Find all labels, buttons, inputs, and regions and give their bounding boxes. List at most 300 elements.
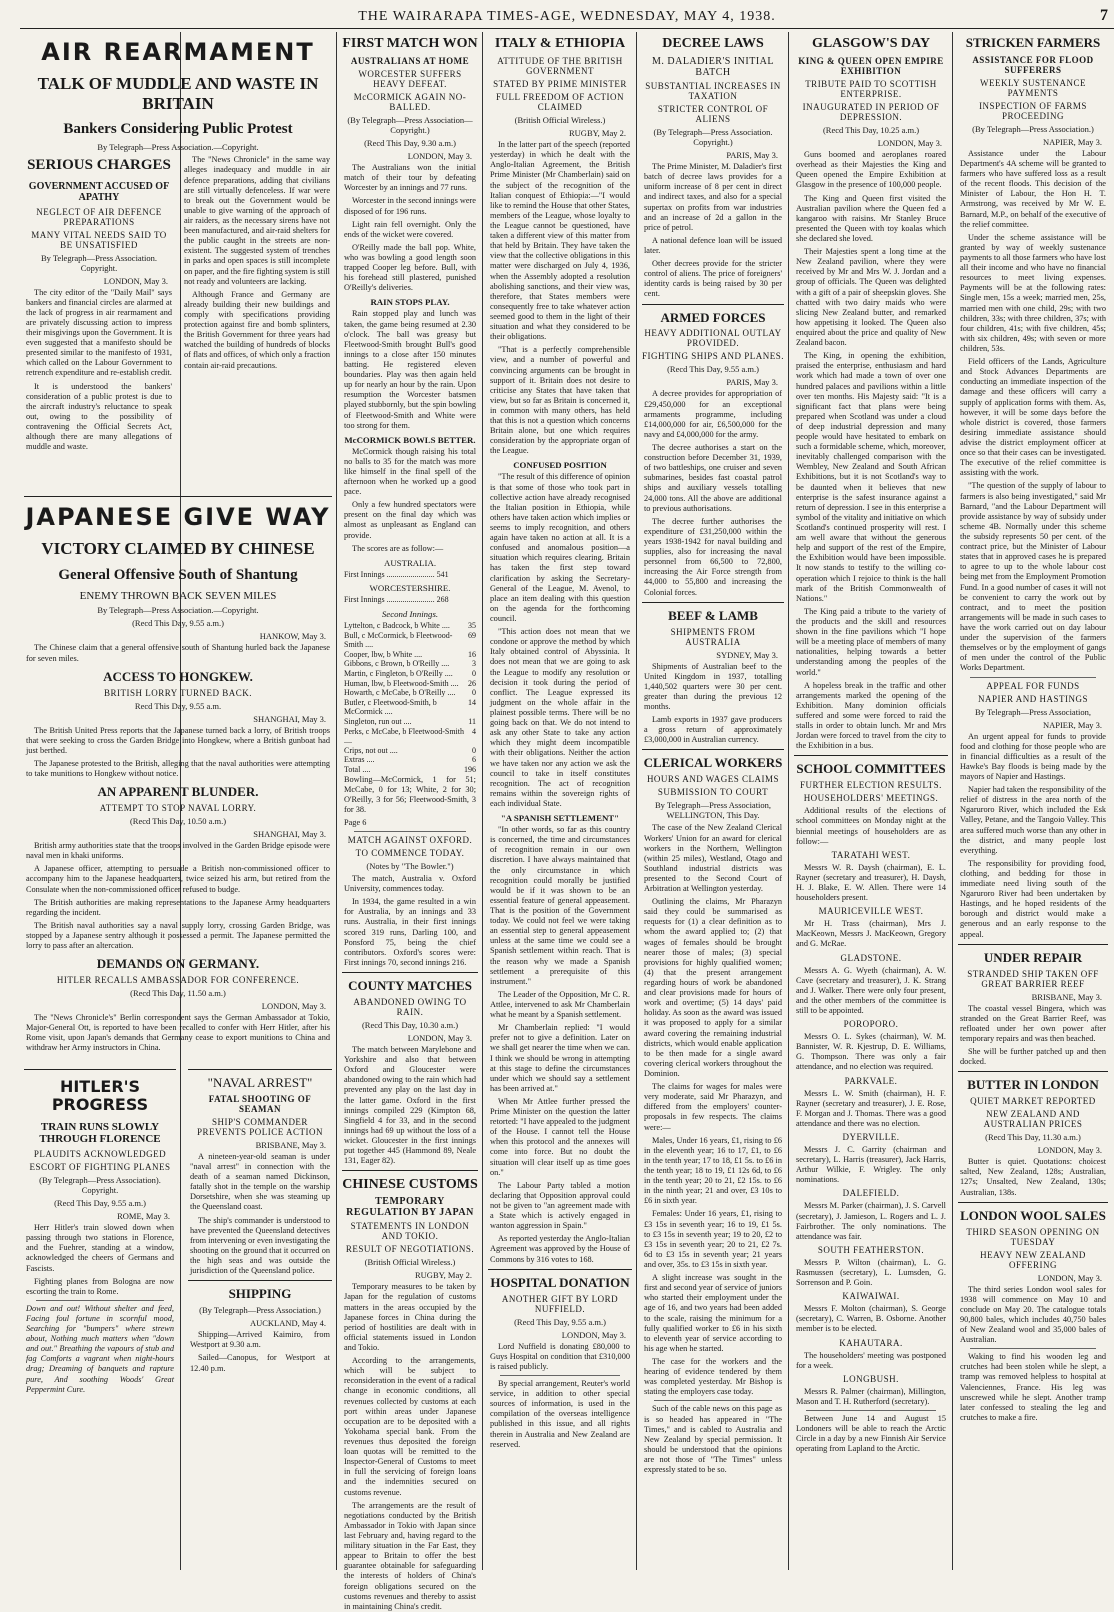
section-heading: ANOTHER GIFT BY LORD NUFFIELD. [501,1293,619,1314]
paragraph: Messrs W. R. Daysh (chairman), E. L. Rayner (secretary and treasurer), H. Daysh, H. J. Blake, E. W. Allen. There were 14 householders present. [796,862,946,903]
scorecard-row [344,746,476,756]
dateline-place: ROME, May 3. [117,1211,170,1222]
paragraph: A slight increase was sought in the first and second year of service of juniors who started their employment under the age of 16, and two years had been added to the scale, raising the minimum for a fully qualified worker to £6 in his sixth to eleventh year of service according to his age when he started. [644,1273,782,1353]
section-heading: SERIOUS CHARGES [27,157,171,174]
masthead [20,6,1114,29]
paragraph: Field officers of the Lands, Agriculture and Stock Advances Departments are conducting an immediate inspection of the damage and these officers will carry a supply of application forms with them. As, however, it will be some days before the whole district is covered, those farmers desiring immediate assistance should advise the district employment officer at once so that their cases can be investigated. The executive of the relief committee is assisting with the work. [960,357,1106,478]
dateline-place: LONDON, May 3. [103,275,168,286]
paragraph: Females: Under 16 years, £1, rising to £3 15s in seventh year; 16 to 19, £1 5s. to £3 15s in seventh year; 19 to 20, £2 to £3 15s in seventh year; 20 to 21, £2 7s. 6d to £3 15s in seventh year; 21 years and over, 35s. to £3 15s in sixth year. [644,1209,782,1269]
paragraph: By special arrangement, Reuter's world service, in addition to other special sources of information, is used in the compilation of the overseas intelligence published in this issue, and all rights therein in Australia and New Zealand are reserved. [490,1378,630,1449]
paragraph: The scores are as follow:— [352,543,444,553]
runs: 0 [472,668,476,678]
headline: GLASGOW'S DAY [811,36,931,51]
section-heading: HOURS AND WAGES CLAIMS [646,774,780,785]
headline: JAPANESE GIVE WAY [25,503,331,531]
section-heading: "A SPANISH SETTLEMENT" [500,813,620,824]
paragraph: Butter is quiet. Quotations: choicest salted, New Zealand, 128s; Australian, 127s; Unsalted, New Zealand, 130s; Australian, 138s. [960,1157,1106,1197]
paragraph: The coastal vessel Bingera, which was stranded on the Great Barrier Reef, was refloated under her own power after temporary repairs and was then beached. [960,1003,1106,1043]
article-italy-ethiopia [484,32,636,1570]
article-japanese-give-way [20,492,336,1062]
headline: "NAVAL ARREST" [207,1075,313,1090]
paragraph: The Labour Party tabled a motion declaring that Opposition approval could not be given to "an agreement made with a State which is actively engaged in wanton aggression in Spain." [490,1180,630,1231]
headline: FIRST MATCH WON [342,36,478,51]
section-heading: ARMED FORCES [660,309,766,325]
paragraph: Worcester in the second innings were disposed of for 196 runs. [344,196,476,216]
section-heading: ACCESS TO HONGKEW. [103,668,253,684]
section-heading: DEMANDS ON GERMANY. [96,956,260,972]
column-rule [952,32,953,1570]
received-time: (Recd This Day, 9.55 a.m.) [132,618,224,629]
divider [642,304,784,305]
team-heading: WORCESTERSHIRE. [369,583,451,594]
headline: HITLER'S PROGRESS [51,1077,149,1115]
section-heading: UNDER REPAIR [983,949,1083,965]
batsman: Cooper, lbw, b White .... [344,649,423,659]
section-heading: COUNTY MATCHES [348,978,472,994]
paragraph: The Prime Minister, M. Daladier's first batch of decree laws provides for a uniform increase of 8 per cent in direct and indirect taxes, and also for a special supertax on profits from war industries and an increase of 2d a gallon in the price of petrol. [644,162,782,232]
paragraph: A national defence loan will be issued later. [644,235,782,255]
subheadline: FULL FREEDOM OF ACTION CLAIMED [496,92,624,113]
section-heading: BRITISH LORRY TURNED BACK. [103,687,252,698]
dateline-place: LONDON, May 3. [407,1032,472,1043]
paragraph: In 1934, the game resulted in a win for Australia, by an innings and 33 runs. Australia, in their first innings scored 319 runs, Darling 100, and Ponsford 75, being the chief contributors. Oxford's scores were: First innings 70, second innings 216. [344,897,476,967]
dateline-place: BRISBANE, May 3. [1031,991,1102,1002]
divider [500,1375,620,1376]
subheadline: ESCORT OF FIGHTING PLANES [29,1162,171,1173]
section-heading: HEAVY NEW ZEALAND OFFERING [980,1249,1086,1270]
subheadline: FATAL SHOOTING OF SEAMAN [208,1093,312,1114]
section-heading: GOVERNMENT ACCUSED OF APATHY [28,180,170,204]
headline: ITALY & ETHIOPIA [494,36,626,51]
subheadline: INSPECTION OF FARMS PROCEEDING [979,100,1087,121]
section-heading: NAPIER AND HASTINGS [977,693,1088,704]
two-column-body [24,155,332,455]
headline: DECREE LAWS [662,36,764,51]
received-time: (Recd This Day, 10.50 a.m.) [129,816,227,827]
batsman: Gibbons, c Brown, b O'Reilly .... [344,659,450,669]
paragraph: Under the scheme assistance will be granted by way of weekly sustenance payments to all those farmers who have lost all their income and who have no financial resources to meet living expenses. Payments will be at the following rates: Single men, 15s a week; married men, 25s, married men with one child, 29s; with two children, 33s; with three children, 37s; with four children, 41s; with five children, 45s; with six children, 49s; with seven or more children, 53s. [960,232,1106,354]
subheadline: General Offensive South of Shantung [58,566,298,583]
divider [958,944,1108,945]
paragraph: British army authorities state that the troops involved in the Garden Bridge episode were naval men in khaki uniforms. [26,841,330,861]
dateline-place: RUGBY, May 2. [415,1270,472,1281]
paragraph: Waking to find his wooden leg and crutches had been stolen while he slept, a tramp was removed helpless to hospital at Valenciennes, France. His leg was unscrewed while he slept. Another tramp later confessed to stealing the leg and crutches to make a fire. [960,1352,1106,1422]
paragraph: The King paid a tribute to the variety of the products and the skill and resources shown in the fine pavilions which "I hope will be a meeting place of members of many nationalities, helping towards a better understanding among the peoples of the world." [796,606,946,677]
paragraph: Their Majesties spent a long time at the New Zealand pavilion, where they were received by Mr and Mrs W. J. Jordan and a group of officials. The Queen was delighted with a gift of a pair of sheepskin gloves. She chatted with two dairy maids who were slicing New Zealand butter, and remarked how appetising it looked. The Queen also enquired about the price and quality of New Zealand bacon. [796,247,946,348]
article-naval-arrest [184,1065,336,1570]
paragraph: As reported yesterday the Anglo-Italian Agreement was approved by the House of Commons by 316 votes to 168. [490,1234,630,1264]
paragraph: Only a few hundred spectators were present on the final day which was almost as unpleasant as England can provide. [344,500,476,540]
subheadline: McCORMICK AGAIN NO-BALLED. [353,92,467,113]
subheadline: TEMPORARY REGULATION BY JAPAN [346,1196,474,1219]
paragraph: A hopeless break in the traffic and other arrangements marked the opening of the Exhibition. Many dominion officials suffered and some were forced to raid the stalls in order to obtain lunch. Mr and Mrs Jordan were forced to travel from the city to the Exhibition in a bus. [796,680,946,751]
dateline-place: RUGBY, May 2. [569,128,626,139]
subheadline: TALK OF MUDDLE AND WASTE IN BRITAIN [37,74,319,113]
runs: 0 [472,688,476,698]
subheadline: STATED BY PRIME MINISTER [493,79,627,90]
divider [342,1170,478,1171]
dateline-place: PARIS, May 3. [726,377,778,388]
paragraph: The third series London wool sales for 1938 will commence on May 10 and conclude on May 20. The catalogue totals 90,800 bales, which includes 40,750 bales of New Zealand wool and 35,000 bales of Australian. [960,1284,1106,1345]
paragraph: "That is a perfectly comprehensible view, and a number of powerful and convincing arguments can be brought in support of it. Britain does not desire to criticise any States that have taken that view, but so far as Britain is concerned it, in common with many others, has held that this is not a question which concerns Britain alone, but one which requires consideration by the appropriate organ of the League. [490,345,630,456]
district-heading: LONGBUSH. [843,1373,899,1384]
paragraph: The case for the workers and the hearing of evidence tendered by them was completed yesterday. Mr Bishop is stating the employers case today. [644,1356,782,1397]
column-rule [482,32,483,1570]
runs: 26 [468,678,476,688]
paragraph: In the latter part of the speech (reported yesterday) in which he dealt with the Anglo-Italian Agreement, the British Prime Minister (Mr Chamberlain) said on the subject of the recognition of the Italian conquest of Ethiopia:—"I would like to remind the House that other States, members of the League, whose loyalty to the League cannot be questioned, have taken a different view of this matter from that held by Britain. They have taken the view that the collective obligations in this matter were discharged on July 4, 1936, when the Assembly adopted a resolution abolishing sanctions, and their view was, therefore, that States members were consequently free to take whatever action seemed good to them in the light of their situation and what they considered to be their obligations. [490,140,630,342]
dateline-place: LONDON, May 3. [561,1329,626,1340]
paragraph: Light rain fell overnight. Only the ends of the wicket were covered. [344,219,476,239]
paragraph: Between June 14 and August 15 Londoners will be able to reach the Arctic Circle in a day by a new Finnish Air Service operating from Lapland to the Arctic. [796,1413,946,1454]
paragraph: The Japanese protested to the British, alleging that the naval authorities were attempting to take munitions to Hongkew without notice. [26,758,330,779]
paragraph: The case of the New Zealand Clerical Workers' Union for an award for clerical workers in the Northern, Wellington (within 25 miles), Westland, Otago and Southland industrial districts was presented to the Second Court of Arbitration at Wellington yesterday. [644,823,782,894]
paragraph: Messrs L. W. Smith (chairman), H. F. Rayner (secretary and treasurer), J. E. Rose, F. Morgan and J. Thomas. There was a good attendance and there was no election. [796,1088,946,1128]
paragraph: Lamb exports in 1937 gave producers a gross return of approximately £3,000,000 in Australian currency. [644,715,782,745]
section-heading: ABANDONED OWING TO RAIN. [353,996,467,1017]
headline: AIR REARMAMENT [41,38,315,66]
scorecard-row [344,631,476,650]
dateline-place: SHANGHAI, May 3. [253,829,326,840]
batsman: Total .... [344,764,371,774]
byline: By Telegraph—Press Association.—Copyright. [97,605,259,616]
paragraph: The arrangements are the result of negotiations conducted by the British Ambassador in Tokio with Japan since last February and, having regard to the military situation in the Far East, they appear to Britain to offer the best guarantee obtainable for safeguarding the interests of holders of China's foreign obligations secured on the customs revenues and thereby to assist in maintaining China's credit. [344,1500,476,1611]
subheadline: WORCESTER SUFFERS HEAVY DEFEAT. [358,69,462,90]
subheadline: STATEMENTS IN LONDON AND TOKIO. [350,1221,470,1242]
section-heading: SHIPPING [228,1286,292,1302]
dateline-place: BRISBANE, May 3. [255,1139,326,1150]
article-stricken-farmers [954,32,1112,1570]
byline: By Telegraph—Press Association.—Copyright. [97,142,259,153]
headline: STRICKEN FARMERS [965,35,1101,50]
byline: (By Telegraph—Press Association.) [972,123,1094,134]
dateline-place: LONDON, May 3. [1037,1272,1102,1283]
paragraph: Messrs J. C. Garrity (chairman and secretary), L. Harris (treasurer), Jack Harris, Arthur Wilkie, F. Wrigley. The only nominations. [796,1145,946,1185]
paragraph: Shipping—Arrived Kaimiro, from Westport at 9.30 a.m. [190,1330,330,1350]
paragraph: The city editor of the "Daily Mail" says bankers and financial circles are alarmed at the lack of progress in air rearmament and are privately discussing action to impress their misgivings upon the Government. It is even suggested that a manifesto should be presented similar to the manifesto of 1931, which called on the Labour Government to retrench expenditure and re-establish credit. [26,287,172,378]
byline: By Telegraph—Press Association. Copyright. [40,252,158,273]
divider [654,1400,772,1401]
paragraph: Napier had taken the responsibility of the relief of distress in the area north of the Ngaruroro River, which included the Esk Valley, Petane, and the Tangoio Valley. This area suffered much worse than any other in the district, and many people lost everything. [960,785,1106,855]
divider [488,1269,632,1270]
paragraph: She will be further patched up and then docked. [960,1047,1106,1067]
score-line: First Innings ........................ 541 [344,569,449,579]
paragraph: The householders' meeting was postponed for a week. [796,1350,946,1370]
section-heading: BUTTER IN LONDON [967,1077,1099,1093]
paragraph: Temporary measures to be taken by Japan for the regulation of customs matters in the areas occupied by the Japanese forces in China during the period of hostilities are dealt with in official statements issued in London and Tokio. [344,1282,476,1353]
paragraph: An urgent appeal for funds to provide food and clothing for those people who are in financial difficulties as a result of the Hawke's Bay floods is being made by the mayors of Napier and Hastings. [960,731,1106,781]
batsman: Lyttelton, c Badcock, b White .... [344,621,450,630]
subheadline: AUSTRALIANS AT HOME [350,56,470,67]
article-glasgows-day [790,32,952,1570]
subheadline: ASSISTANCE FOR FLOOD SUFFERERS [972,54,1094,75]
runs: 14 [468,697,476,707]
dateline-place: LONDON, May 3. [1037,1145,1102,1156]
subheadline: ENEMY THROWN BACK SEVEN MILES [79,589,277,602]
section-heading: HEAVY ADDITIONAL OUTLAY PROVIDED. [644,328,782,349]
paragraph: The "News Chronicle" in the same way alleges inadequacy and muddle in air defence preparations, adding that civilians are still virtually defenceless. If war were to break out the Government would be unable to give warning of the approach of air raiders, as the necessary sirens have not been manufactured, and air-raid shelters for the public caught in the streets are non-existent. The suggested system of trenches in parks and open spaces is still incomplete on paper, and the fire fighting system is still not ready and volunteers are lacking. [184,155,330,286]
district-heading: KAHAUTARA. [839,1337,903,1348]
paragraph: The British authorities are making representations to the Japanese Army headquarters regarding the incident. [26,897,330,917]
column-rule [788,32,789,1570]
column-rule [636,32,637,1570]
district-heading: DYERVILLE. [842,1132,900,1142]
byline: By Telegraph—Press Association, WELLINGTON, This Day. [654,800,772,821]
district-heading: TARATAHI WEST. [831,849,911,860]
subheadline: SUBSTANTIAL INCREASES IN TAXATION [645,81,781,102]
divider [342,972,478,973]
section-heading: LONDON WOOL SALES [960,1207,1106,1223]
divider [958,1202,1108,1203]
runs: 4 [472,726,476,736]
dateline-place: PARIS, May 3. [726,150,778,161]
section-heading: NEW ZEALAND AND AUSTRALIAN PRICES [983,1109,1083,1130]
innings-heading: Second Innings. [381,609,439,619]
batsman: Human, lbw, b Fleetwood-Smith .... [344,678,459,688]
subheadline: RESULT OF NEGOTIATIONS. [345,1244,475,1255]
paragraph: The claims for wages for males were very moderate, said Mr Pharazyn, and differed from the employers' counter-proposals in few respects. The claims were:— [644,1082,782,1132]
divider [642,602,784,603]
section-heading: SCHOOL COMMITTEES [796,761,946,777]
section-heading: NEGLECT OF AIR DEFENCE PREPARATIONS [36,206,162,227]
paragraph: The Leader of the Opposition, Mr C. R. Attlee, intervened to ask Mr Chamberlain what he meant by a Spanish settlement. [490,989,630,1020]
paragraph: A Japanese officer, attempting to persuade a British non-commissioned officer to accompany him to the Japanese headquarters, twice seized his arm, but retired from the Consulate when the non-commissioned officer refused to budge. [26,864,330,894]
divider [354,831,466,832]
paragraph: When Mr Attlee further pressed the Prime Minister on the question the latter retorted: "I have appealed to the judgment of the House. I cannot tell the House when this protocol and the annexes will come into force. But no doubt the situation will clear itself up as time goes on." [490,1096,630,1177]
section-heading: CONFUSED POSITION [513,460,607,471]
district-heading: MAURICEVILLE WEST. [818,906,924,917]
paragraph: A decree provides for appropriation of £29,450,000 for an exceptional armaments programme, including £14,000,000 for air, £6,500,000 for the navy and £4,000,000 for the army. [644,389,782,439]
paragraph: The match, Australia v. Oxford University, commences today. [344,874,476,894]
divider [958,1071,1108,1072]
paragraph: The Australians won the initial match of their tour by defeating Worcester by an innings and 77 runs. [344,163,476,193]
scorecard-row [344,679,476,689]
paragraph: The decree authorises a start on the construction before December 31, 1939, of two battleships, one cruiser and seven submarines, besides fast coastal patrol ships and auxiliary vessels totalling 24,000 tons. All the above are additional to previous authorisations. [644,443,782,513]
subheadline: STRICTER CONTROL OF ALIENS [657,104,769,125]
section-heading: MATCH AGAINST OXFORD. [347,835,473,846]
section-heading: THIRD SEASON OPENING ON TUESDAY [966,1226,1100,1247]
divider [806,1410,936,1411]
section-heading: McCORMICK BOWLS BETTER. [344,434,476,445]
paragraph: It is understood the bankers' consideration of a public protest is due to the aircraft industry's reluctance to speak out, owing to the possibility of contravening the Official Secrets Act, although there are many allegations of muddle and waste. [26,381,172,452]
paragraph: The "News Chronicle's" Berlin correspondent says the German Ambassador at Tokio, Major-General Ott, is reported to have been recalled to confer with Herr Hitler, after his Rome visit, upon Japan's demands that Germany cease to export munitions to China and withdraw her Army instructors in China. [26,1013,330,1053]
scorecard-row [344,727,476,746]
dateline-place: NAPIER, May 3. [1042,719,1102,730]
section-heading: ATTEMPT TO STOP NAVAL LORRY. [99,803,257,814]
runs: 6 [472,755,476,765]
byline: (By Telegraph—Press Association. Copyright.) [653,127,773,148]
section-heading: FURTHER ELECTION RESULTS. [800,780,942,791]
received-time: (Recd This Day, 10.25 a.m.) [822,125,920,136]
paragraph: The British naval authorities say a naval supply lorry, crossing Garden Bridge, was stopped by a Japanese sentry although it possessed a permit. The Japanese permitted the lorry to pass after an altercation. [26,920,330,951]
paragraph: Messrs F. Molton (chairman), S. George (secretary), C. Warren, B. Osborne. Another member is to be elected. [796,1304,946,1334]
paragraph: Messrs M. Parker (chairman), J. S. Carvell (secretary), J. Jamieson, L. Rogers and L. J. Fairbrother. The only nominations. The attendance was fair. [796,1201,946,1241]
scorecard-row [344,688,476,698]
runs: 3 [472,659,476,669]
paragraph: Outlining the claims, Mr Pharazyn said they could be summarised as requests for (1) a clear definition as to whom the award applied to; (2) that wages of females should be brought nearer those of males; (3) special provisions for highly qualified women; (4) that the present arrangement regarding hours of work be abandoned and clear provisions made for hours of work and overtime; (5) 14 days' paid holiday. As soon as the award was issued it was proposed to apply for a similar award covering the remaining industrial districts, which would enable application to be then made for a single award covering clerical workers throughout the Dominion. [644,897,782,1079]
scorecard-row [344,650,476,660]
dateline-place: SHANGHAI, May 3. [253,713,326,724]
scorecard-row [344,765,476,775]
divider [24,496,332,497]
received-time: (Recd This Day, 11.50 a.m.) [130,988,226,999]
dateline-place: NAPIER, May 3. [1042,136,1102,147]
divider [188,1280,332,1281]
section-heading: HITLER RECALLS AMBASSADOR FOR CONFERENCE. [56,975,300,986]
divider [24,1069,176,1070]
paragraph: Assistance under the Labour Department's 4A scheme will be granted to farmers who have suffered loss as a result of the recent floods. This decision of the Minister of Labour, the Hon H. T. Armstrong, was received by Mr W. E. Barnard, M.P., on behalf of the executive of the relief committee. [960,148,1106,229]
article-hitlers-progress [20,1065,180,1570]
section-heading: FIGHTING SHIPS AND PLANES. [642,351,785,362]
paragraph: Fighting planes from Bologna are now escorting the train to Rome. [26,1276,174,1296]
batsman: Perks, c McCabe, b Fleetwood-Smith .... [344,726,464,746]
byline: (By Telegraph—Press Association—Copyright.) [347,115,473,136]
section-heading: HOSPITAL DONATION [490,1274,630,1290]
subheadline: M. DALADIER'S INITIAL BATCH [651,56,774,79]
paragraph: The responsibility for providing food, clothing, and bedding for those in immediate need living south of the Ngaruroro River had been undertaken by Hastings, and he hoped residents of the borough and district would make a generous and an early response to the appeal. [960,858,1106,939]
paragraph: The British United Press reports that the Japanese turned back a lorry, of British troops that were seeking to cross the Garden Bridge into Hongkew, where a British gunboat had just berthed. [26,725,330,755]
subheadline: Bankers Considering Public Protest [63,121,293,138]
section-heading: AN APPARENT BLUNDER. [97,784,259,800]
article-decree-laws [638,32,788,1570]
article-air-rearmament [20,32,336,492]
subheadline: KING & QUEEN OPEN EMPIRE EXHIBITION [798,56,944,77]
paragraph: Bowling—McCormick, 1 for 51; McCabe, 0 for 13; White, 2 for 30; O'Reilly, 3 for 56; Fleetwood-Smith, 3 for 38. [344,774,476,814]
received-time: (Recd This Day, 9.55 a.m.) [514,1316,606,1327]
byline: (By Telegraph—Press Association). Copyright. [39,1175,161,1196]
advertisement-verse: Down and out! Without shelter and feed, Facing foul fortune in scornful mood, Searching for "bumpers" where strewn about, Nothing much matters when "down and out." Breathing the vapours of stub and fag Comforts a vagrant when night-hours drag; Dreaming of banquets and rapture pure, And soothing Woods' Great Peppermint Cure. [26,1303,174,1394]
subheadline: WEEKLY SUSTENANCE PAYMENTS [979,77,1086,98]
divider [794,755,948,756]
batsman: Martin, c Fingleton, b O'Reilly .... [344,668,453,678]
column-rule [336,32,337,1570]
paragraph: Messrs R. Palmer (chairman), Millington, Mason and T. H. Rutherford (secretary). [796,1386,946,1406]
district-heading: PARKVALE. [844,1075,898,1086]
paragraph: Mr H. Trass (chairman), Mrs J. MacKeown, Messrs J. MacKeown, Gregory and G. McRae. [796,919,946,949]
paragraph: The match between Marylebone and Yorkshire and also that between Oxford and Gloucester were abandoned owing to the rain which had prevented any play on the last day in the latter game. Oxford in the first innings compiled 229 (Kimpton 68, Singfield 4 for 33, and in the second innings had 69 up without the loss of a wicket. Gloucester in the first innings put together 445 (Hammond 89, Neale 131, Eager 82). [344,1044,476,1166]
paragraph: Although France and Germany are already building their new buildings and comply with specifications providing protection against fire and bomb splinters, the British Government for three years had watched the building of hundreds of blocks of flats and offices, of which only a fraction contain air-raid precautions. [184,289,330,370]
scorecard-row [344,698,476,717]
scorecard-row [344,621,476,631]
section-heading: SHIPMENTS FROM AUSTRALIA [670,626,756,647]
section-heading: TO COMMENCE TODAY. [355,848,465,859]
runs: 69 [468,630,476,640]
batsman: Crips, not out .... [344,745,398,755]
runs: 11 [468,716,476,726]
section-heading: MANY VITAL NEEDS SAID TO BE UNSATISFIED [31,229,167,250]
batsman: Singleton, run out .... [344,716,412,726]
district-heading: GLADSTONE. [840,952,902,963]
divider [36,1300,164,1301]
batsman: Bull, c McCormick, b Fleetwood-Smith .... [344,630,453,650]
batsman: Extras .... [344,755,375,765]
scorecard [344,621,476,775]
runs: 35 [468,621,476,630]
section-heading: QUIET MARKET REPORTED [970,1096,1096,1107]
received-time: (Recd This Day, 10.30 a.m.) [361,1019,459,1030]
runs: 0 [472,745,476,755]
paragraph: The Chinese claim that a general offensive south of Shantung hurled back the Japanese for seven miles. [26,643,330,663]
paragraph: "The result of this difference of opinion is that some of those who took part in collective action have already recognised the Italian position in Ethiopia, while others have taken action which implies or seems to imply recognition, and others again have taken no action at all. It is a confused and anomalous position—a situation which requires clearing. Britain has taken the first step toward clarification by asking the Secretary-General of the League, M. Avenol, to place an item dealing with this question on the agenda for the forthcoming council. [490,472,630,624]
paragraph: McCormick though raising his total no balls to 35 for the match was more like himself in the final spell of the afternoon when he worked up a good pace. [344,446,476,497]
subheadline: TRAIN RUNS SLOWLY THROUGH FLORENCE [39,1120,161,1146]
subheadline: SHIP'S COMMANDER PREVENTS POLICE ACTION [196,1116,323,1137]
received-time: (Recd This Day, 9.55 a.m.) [54,1198,146,1209]
section-heading: BEEF & LAMB [668,607,758,623]
batsman: Howarth, c McCabe, b O'Reilly .... [344,688,456,698]
district-heading: DALEFIELD. [842,1188,900,1199]
section-heading: HOUSEHOLDERS' MEETINGS. [803,793,939,804]
paragraph: The King and Queen first visited the Australian pavilion where the Queen fed a kangaroo with raisins. Mr Stanley Bruce presented the Queen with toy koalas which she declared she loved. [796,193,946,243]
paragraph: Messrs O. L. Sykes (chairman), W. M. Bannister, W. R. Kjestrup, D. E. Williams, G. Thompson. There was only a fair attendance, and no election was required. [796,1032,946,1072]
divider [188,1069,332,1070]
paragraph: Shipments of Australian beef to the United Kingdom in 1937, totalling 1,440,502 quarters were 30 per cent. greater than during the previous 12 months. [644,661,782,712]
paragraph: Such of the cable news on this page as is so headed has appeared in "The Times," and is cabled to Australia and New Zealand by special permission. It should be understood that the opinions are not those of "The Times" unless expressly stated to be so. [644,1404,782,1475]
section-heading: CLERICAL WORKERS [643,755,783,771]
masthead-title: THE WAIRARAPA TIMES-AGE, WEDNESDAY, MAY 4, 1938. [358,9,776,24]
byline: By Telegraph—Press Association, [974,706,1092,717]
district-heading: KAIWAIWAI. [842,1291,900,1302]
received-time: Recd This Day, 9.55 a.m. [134,700,222,711]
section-heading: SUBMISSION TO COURT [657,787,769,798]
dateline-place: LONDON, May 3. [877,138,942,149]
paragraph: Other decrees provide for the stricter control of aliens. The price of foreigners' identity cards is being raised by 30 per cent. [644,259,782,299]
article-first-match-won [338,32,482,1611]
byline: (British Official Wireless.) [514,115,606,126]
paragraph: Sailed—Canopus, for Westport at 12.40 p.m. [190,1353,330,1373]
paragraph: According to the arrangements, which will be subject to reconsideration in the event of a radical change in economic conditions, all revenues collected by customs at each port within areas under Japanese occupation are to be deposited with a Yokohama special bank. From the revenues thus deposited the foreign loan quotas will be remitted to the Inspector-General of Customs to meet in full the servicing of foreign loans and the indemnities secured on customs revenue. [344,1356,476,1497]
dateline-place: LONDON, May 3. [261,1001,326,1012]
subheadline: ATTITUDE OF THE BRITISH GOVERNMENT [497,56,623,77]
byline: (British Official Wireless.) [364,1257,456,1268]
received-time: (Recd This Day, 9.30 a.m.) [364,138,456,149]
paragraph: A nineteen-year-old seaman is under "naval arrest" in connection with the death of a seaman named Dickinson, fatally shot in the temple on the warship Dorsetshire, when she was steaming up the Queensland coast. [190,1151,330,1212]
divider [970,677,1096,678]
district-heading: SOUTH FEATHERSTON. [817,1244,925,1255]
paragraph: The decree further authorises the expenditure of £31,250,000 within the years 1938-1942 for naval building and supplies, also for increasing the naval personnel from 66,500 to 72,800, increasing the Air Force strength from 44,000 to 55,800 and increasing the Colonial forces. [644,516,782,597]
page-number: 7 [1100,7,1108,24]
byline: (Notes by "The Bowler.") [366,861,454,872]
subheadline: TRIBUTE PAID TO SCOTTISH ENTERPRISE. [805,79,937,100]
score-line: First Innings ........................ 268 [344,595,449,605]
paragraph: Messrs A. G. Wyeth (chairman), A. W. Cave (secretary and treasurer), J. K. Strang and J. Walker. There were only four present, and the other members of the committee is still to be appointed. [796,965,946,1016]
paragraph: Rain stopped play and lunch was taken, the game being resumed at 2.30 o'clock. The ball was greasy but Fleetwood-Smith brought Bull's good innings to a close after 150 minutes batting. He registered eleven boundaries. Play was then again held up for nearly an hour by the rain. Upon resumption the Worcester batsmen played stubbornly, but the spin bowling of Fleetwood-Smith and White were too strong for them. [344,309,476,430]
dateline-place: LONDON, May 3. [407,151,472,162]
runs: 196 [464,764,476,774]
paragraph: Messrs P. Wilton (chairman), L. G. Rasmussen (secretary), L. Lumsden, G. Sorrenson and P. Goin. [796,1257,946,1288]
paragraph: Additional results of the elections of school committees on Monday night at the biennial meetings of householders are as follow:— [796,806,946,846]
section-heading: STRANDED SHIP TAKEN OFF GREAT BARRIER REEF [967,968,1099,989]
divider [642,749,784,750]
byline: (By Telegraph—Press Association.) [199,1305,321,1316]
subheadline: PLAUDITS ACKNOWLEDGED [33,1149,167,1160]
received-time: (Recd This Day, 9.55 a.m.) [667,364,759,375]
district-heading: POROPORO. [843,1019,899,1030]
paragraph: Guns boomed and aeroplanes roared overhead as their Majesties the King and Queen opened the Empire Exhibition at Glasgow in the presence of 100,000 people. [796,150,946,190]
paragraph: Herr Hitler's train slowed down when passing through two stations in Florence, and the Fuehrer, standing at a window, acknowledged the cheers of Germans and Fascists. [26,1223,174,1273]
page-reference: Page 6 [344,817,367,827]
divider [970,1348,1096,1349]
paragraph: Mr Chamberlain replied: "I would prefer not to give a definition. Later on we shall get nearer the time when we can. I think we should be wrong in attempting at this stage to define the circumstances under which we should say a settlement has been arrived at." [490,1023,630,1093]
paragraph: "This action does not mean that we condone or approve the method by which Italy obtained control of Abyssinia. It does not mean that we are going to ask the League to modify any resolution or decision it took during the period of conflict. The League expressed its judgment on the whole affair in the plainest possible terms. There will be no going back on that. We do not intend to ask any other State to take any action which they might deem incompatible with their obligations. Neither the action we have taken nor any action we ask the council to take in itself constitutes recognition. The act of recognition remains within the sovereign rights of each individual State. [490,627,630,808]
subheadline: VICTORY CLAIMED BY CHINESE [41,539,315,558]
paragraph: The ship's commander is understood to have prevented the Queensland detectives from intervening or even investigating the shooting on the ground that it occurred on the high seas and was outside the jurisdiction of the Queensland police. [190,1215,330,1276]
runs: 16 [468,649,476,659]
batsman: Butler, c Fleetwood-Smith, b McCormick .... [344,697,437,717]
dateline-place: HANKOW, May 3. [259,631,326,642]
paragraph: "In other words, so far as this country is concerned, the time and circumstances of recognition remain in our own discretion. I have always maintained that the only circumstance in which recognition could morally be justified would be if it was shown to be an essential feature of general appeasement. That is the position of the Government today. We could not feel we were taking an essential step to general appeasement unless at the same time we could see a Spanish settlement within reach. That is the reason why we made a Spanish settlement a prerequisite of this instrument." [490,825,630,986]
paragraph: "The question of the supply of labour to farmers is also being investigated," said Mr Barnard, "and the Labour Department will provide assistance by way of subsidy under scheme 4B. Normally under this scheme the subsidy represents 50 per cent. of the contract price, but the Minister of Labour states that in approved cases he is prepared to agree to up to the whole labour cost being met from the Employment Promotion Fund. In a good number of cases it will not be convenient to carry the work out by contract, and to meet the position arrangements will be made in such cases to have the work carried out on day labour under the supervision of the farmers themselves or by the employment of gangs of men under the control of the Public Works Department. [960,481,1106,673]
scorecard-row [344,659,476,669]
